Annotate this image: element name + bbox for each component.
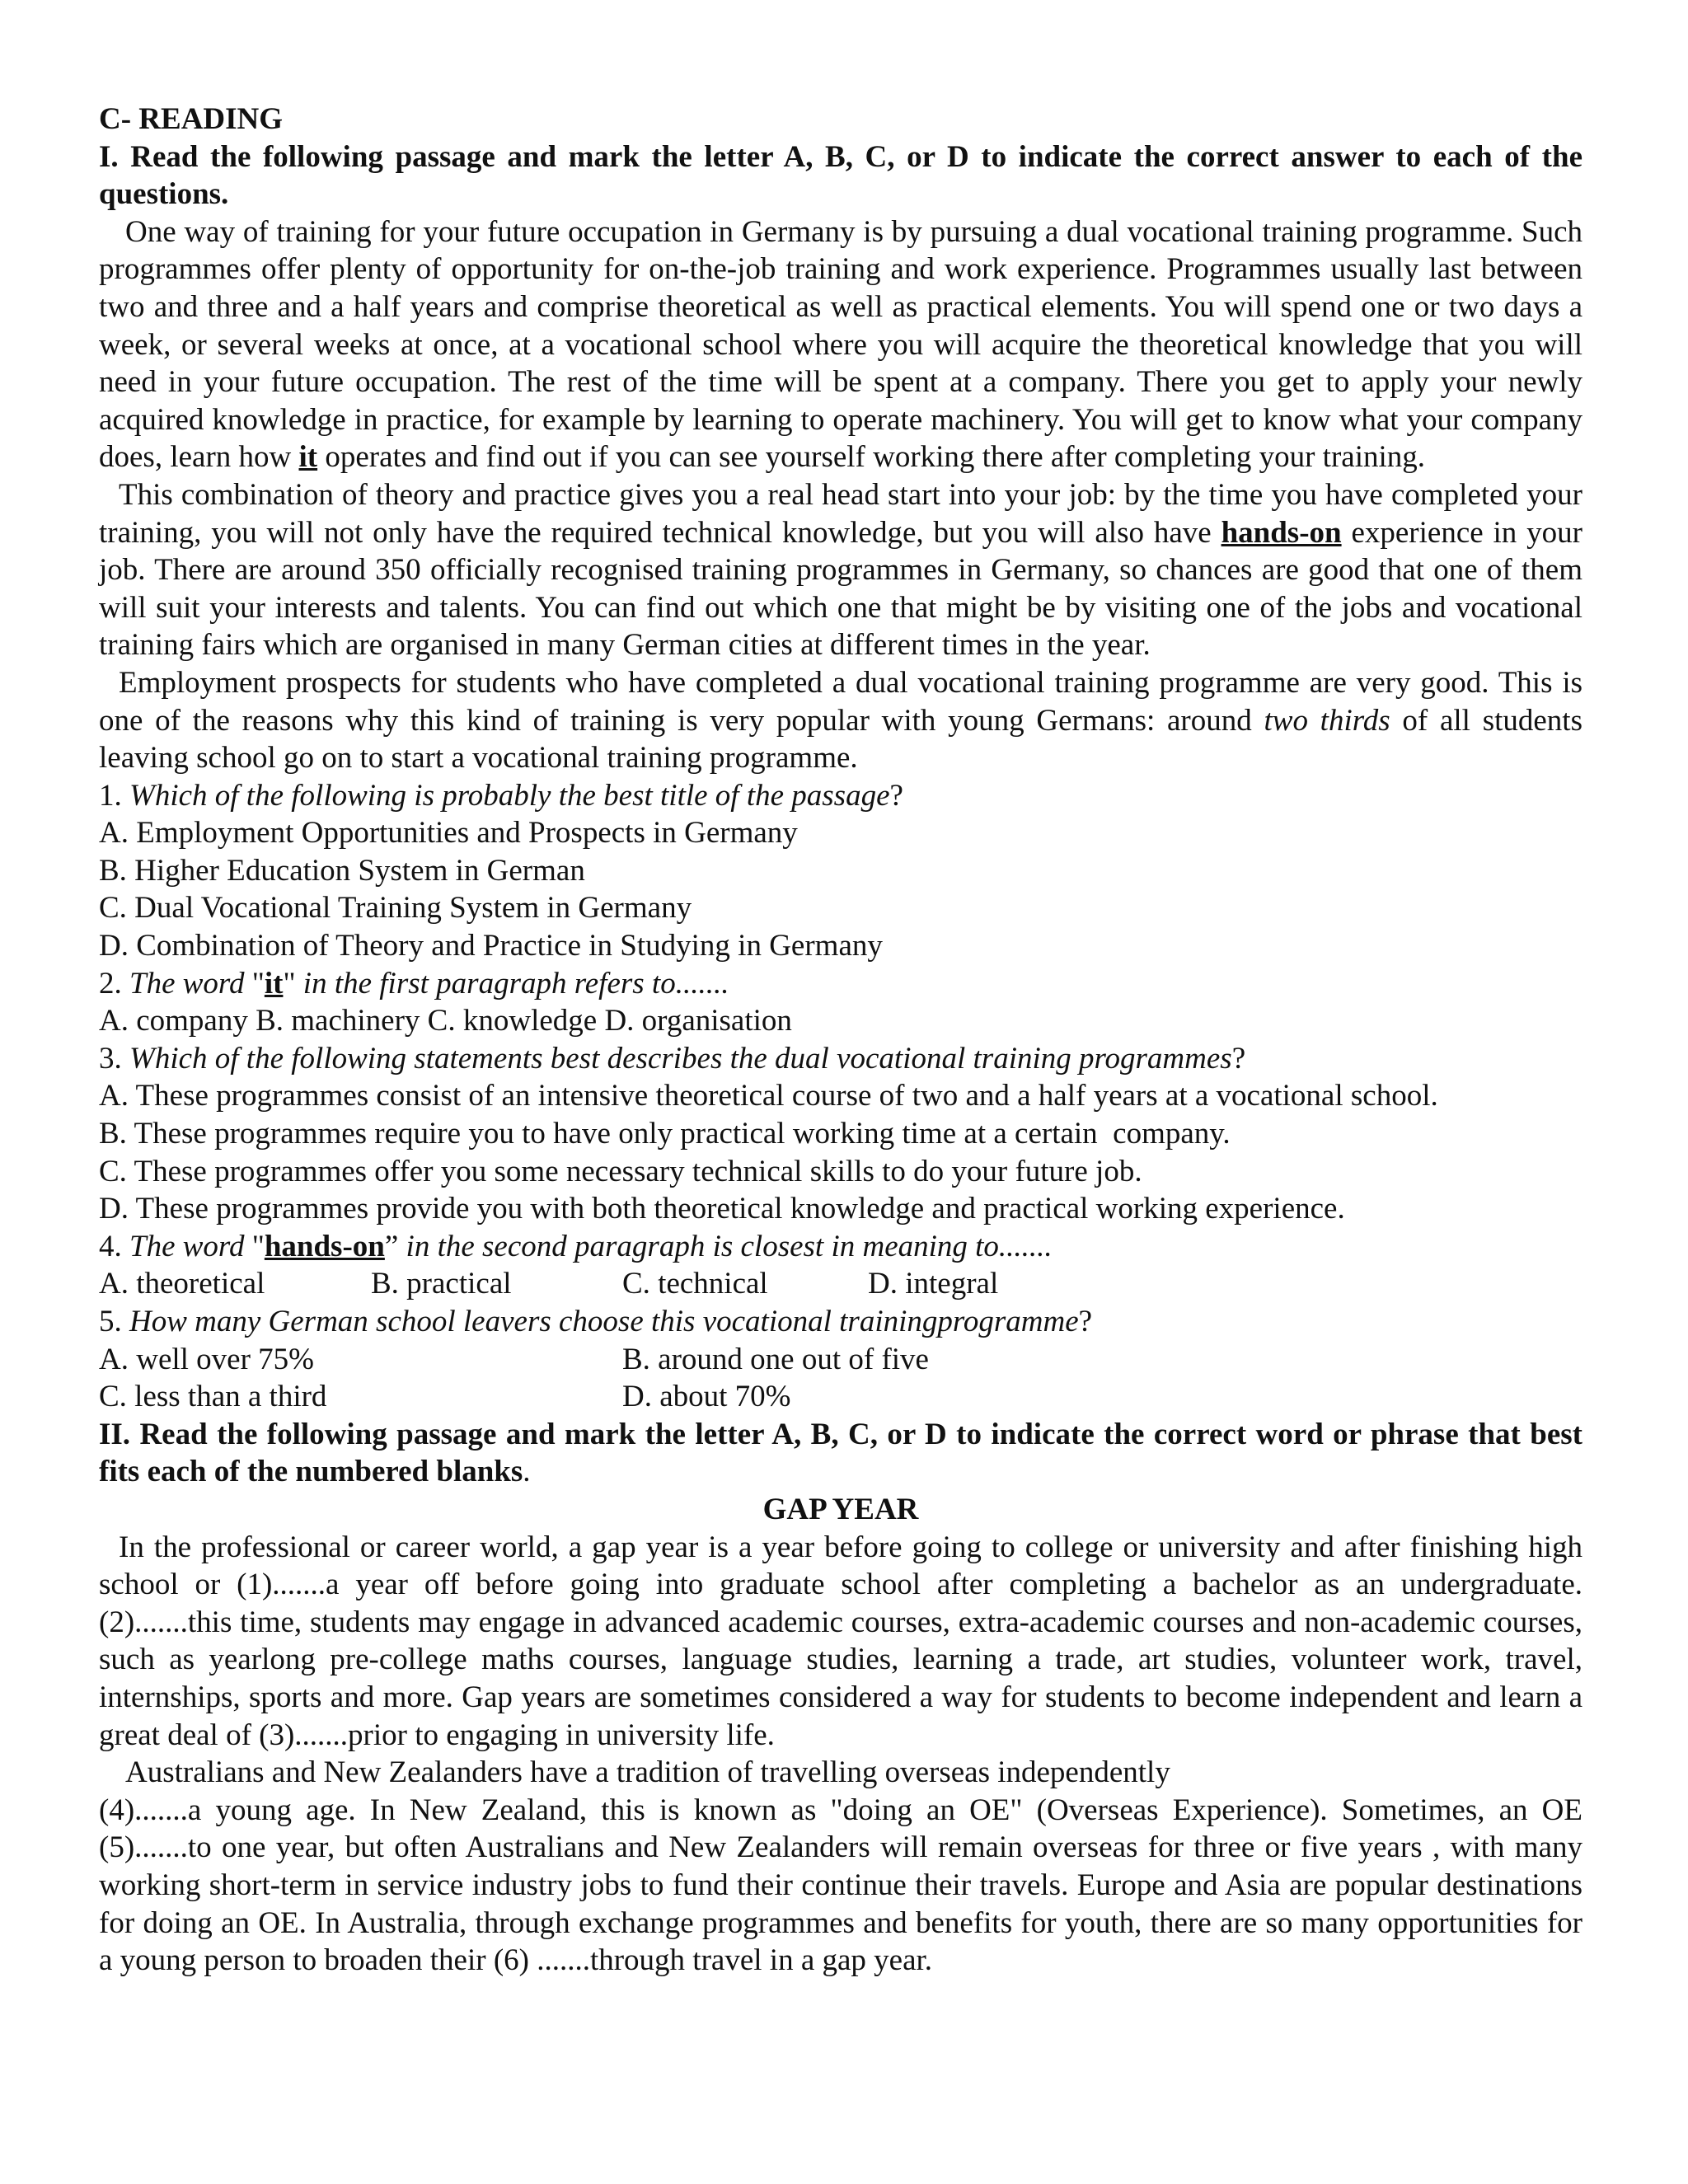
italic-two-thirds: two thirds xyxy=(1264,703,1390,738)
q5-option-d: D. about 70% xyxy=(622,1380,791,1414)
q1-option-d: D. Combination of Theory and Practice in Studying in Germany xyxy=(99,929,883,963)
q3-option-c: C. These programmes offer you some necessary technical skills to do your future job. xyxy=(99,1154,1142,1188)
worksheet-page xyxy=(99,101,1582,1980)
highlighted-word-it: it xyxy=(298,440,318,475)
passage1-paragraph3: Employment prospects for students who have completed a dual vocational training programme are very good. This is one of the reasons why this kind of training is very popular with young Germans: around two thirds of all students leaving school go on to start a vocational training programme. xyxy=(99,665,1582,776)
q1-option-b: B. Higher Education System in German xyxy=(99,853,585,888)
question-4: 4. The word "hands-on” in the second paragraph is closest in meaning to....... xyxy=(99,1229,1053,1263)
q1-option-a: A. Employment Opportunities and Prospects in Germany xyxy=(99,816,798,851)
q3-option-b: B. These programmes require you to have only practical working time at a certain company. xyxy=(99,1117,1231,1151)
passage2-paragraph1: In the professional or career world, a gap year is a year before going to college or university and after finishing high school or (1).......a year off before going into graduate school after completing a bachelor as an undergraduate. (2).......this time, students may engage in advanced academic courses, extra-academic courses and non-academic courses, such as yearlong pre-college maths courses, language studies, learning a trade, art studies, volunteer work, travel, internships, sports and more. Gap years are sometimes considered a way for students to become independent and learn a great deal of (3).......prior to engaging in university life. xyxy=(99,1530,1582,1752)
passage1-paragraph2: This combination of theory and practice gives you a real head start into your job: by the time you have completed your training, you will not only have the required technical knowledge, but you will also have hands-on experience in your job. There are around 350 officially recognised training programmes in Germany, so chances are good that one of them will suit your interests and talents. You can find out which one that might be by visiting one of the jobs and vocational training fairs which are organised in many German cities at different times in the year. xyxy=(99,477,1582,663)
q5-option-c: C. less than a third xyxy=(99,1380,327,1414)
q4-options xyxy=(99,1265,1582,1303)
passage2-paragraph2: (4).......a young age. In New Zealand, this is known as "doing an OE" (Overseas Experience). Sometimes, an OE (5).......to one year, but often Australians and New Zealanders will remain overseas for three or five years , with many working short-term in service industry jobs to fund their continue their travels. Europe and Asia are popular destinations for doing an OE. In Australia, through exchange programmes and benefits for youth, there are so many opportunities for a young person to broaden their (6) .......through travel in a gap year. xyxy=(99,1793,1582,1978)
passage2-title: GAP YEAR xyxy=(762,1492,919,1526)
section-title: C- READING xyxy=(99,102,284,136)
passage1-paragraph1: One way of training for your future occupation in Germany is by pursuing a dual vocational training programme. Such programmes offer plenty of opportunity for on-the-job training and work experience. Programmes usually last between two and three and a half years and comprise theoretical as well as practical elements. You will spend one or two days a week, or several weeks at once, at a vocational school where you will acquire the theoretical knowledge that you will need in your future occupation. The rest of the time will be spent at a company. There you get to apply your newly acquired knowledge in practice, for example by learning to operate machinery. You will get to know what your company does, learn how it operates and find out if you can see yourself working there after completing your training. xyxy=(99,214,1582,475)
passage2-paragraph2-line1: Australians and New Zealanders have a tradition of travelling overseas independently xyxy=(125,1755,1170,1790)
question-2: 2. The word "it" in the first paragraph refers to....... xyxy=(99,966,729,1001)
question-5: 5. How many German school leavers choose this vocational trainingprogramme? xyxy=(99,1305,1093,1338)
q5-options-row2 xyxy=(99,1378,1582,1416)
q4-option-c: C. technical xyxy=(622,1267,768,1301)
q1-option-c: C. Dual Vocational Training System in Germany xyxy=(99,891,692,926)
q4-option-a: A. theoretical xyxy=(99,1267,265,1301)
q5-options-row1 xyxy=(99,1341,1582,1379)
question-1: 1. Which of the following is probably the best title of the passage? xyxy=(99,778,903,813)
part1-instruction: I. Read the following passage and mark the letter A, B, C, or D to indicate the correct answer to each of the questions. xyxy=(99,139,1582,212)
highlighted-word-hands-on: hands-on xyxy=(1221,515,1342,550)
q3-option-d: D. These programmes provide you with both theoretical knowledge and practical working experience. xyxy=(99,1192,1345,1226)
q4-option-d: D. integral xyxy=(868,1267,999,1301)
part2-instruction: II. Read the following passage and mark the letter A, B, C, or D to indicate the correct word or phrase that best fits each of the numbered blanks. xyxy=(99,1417,1582,1489)
q3-option-a: A. These programmes consist of an intensive theoretical course of two and a half years at a vocational school. xyxy=(99,1079,1438,1113)
q5-option-b: B. around one out of five xyxy=(622,1342,929,1376)
q5-option-a: A. well over 75% xyxy=(99,1342,314,1376)
q4-option-b: B. practical xyxy=(371,1267,512,1301)
question-3: 3. Which of the following statements best describes the dual vocational training programmes? xyxy=(99,1041,1246,1076)
q2-options: A. company B. machinery C. knowledge D. organisation xyxy=(99,1004,792,1038)
